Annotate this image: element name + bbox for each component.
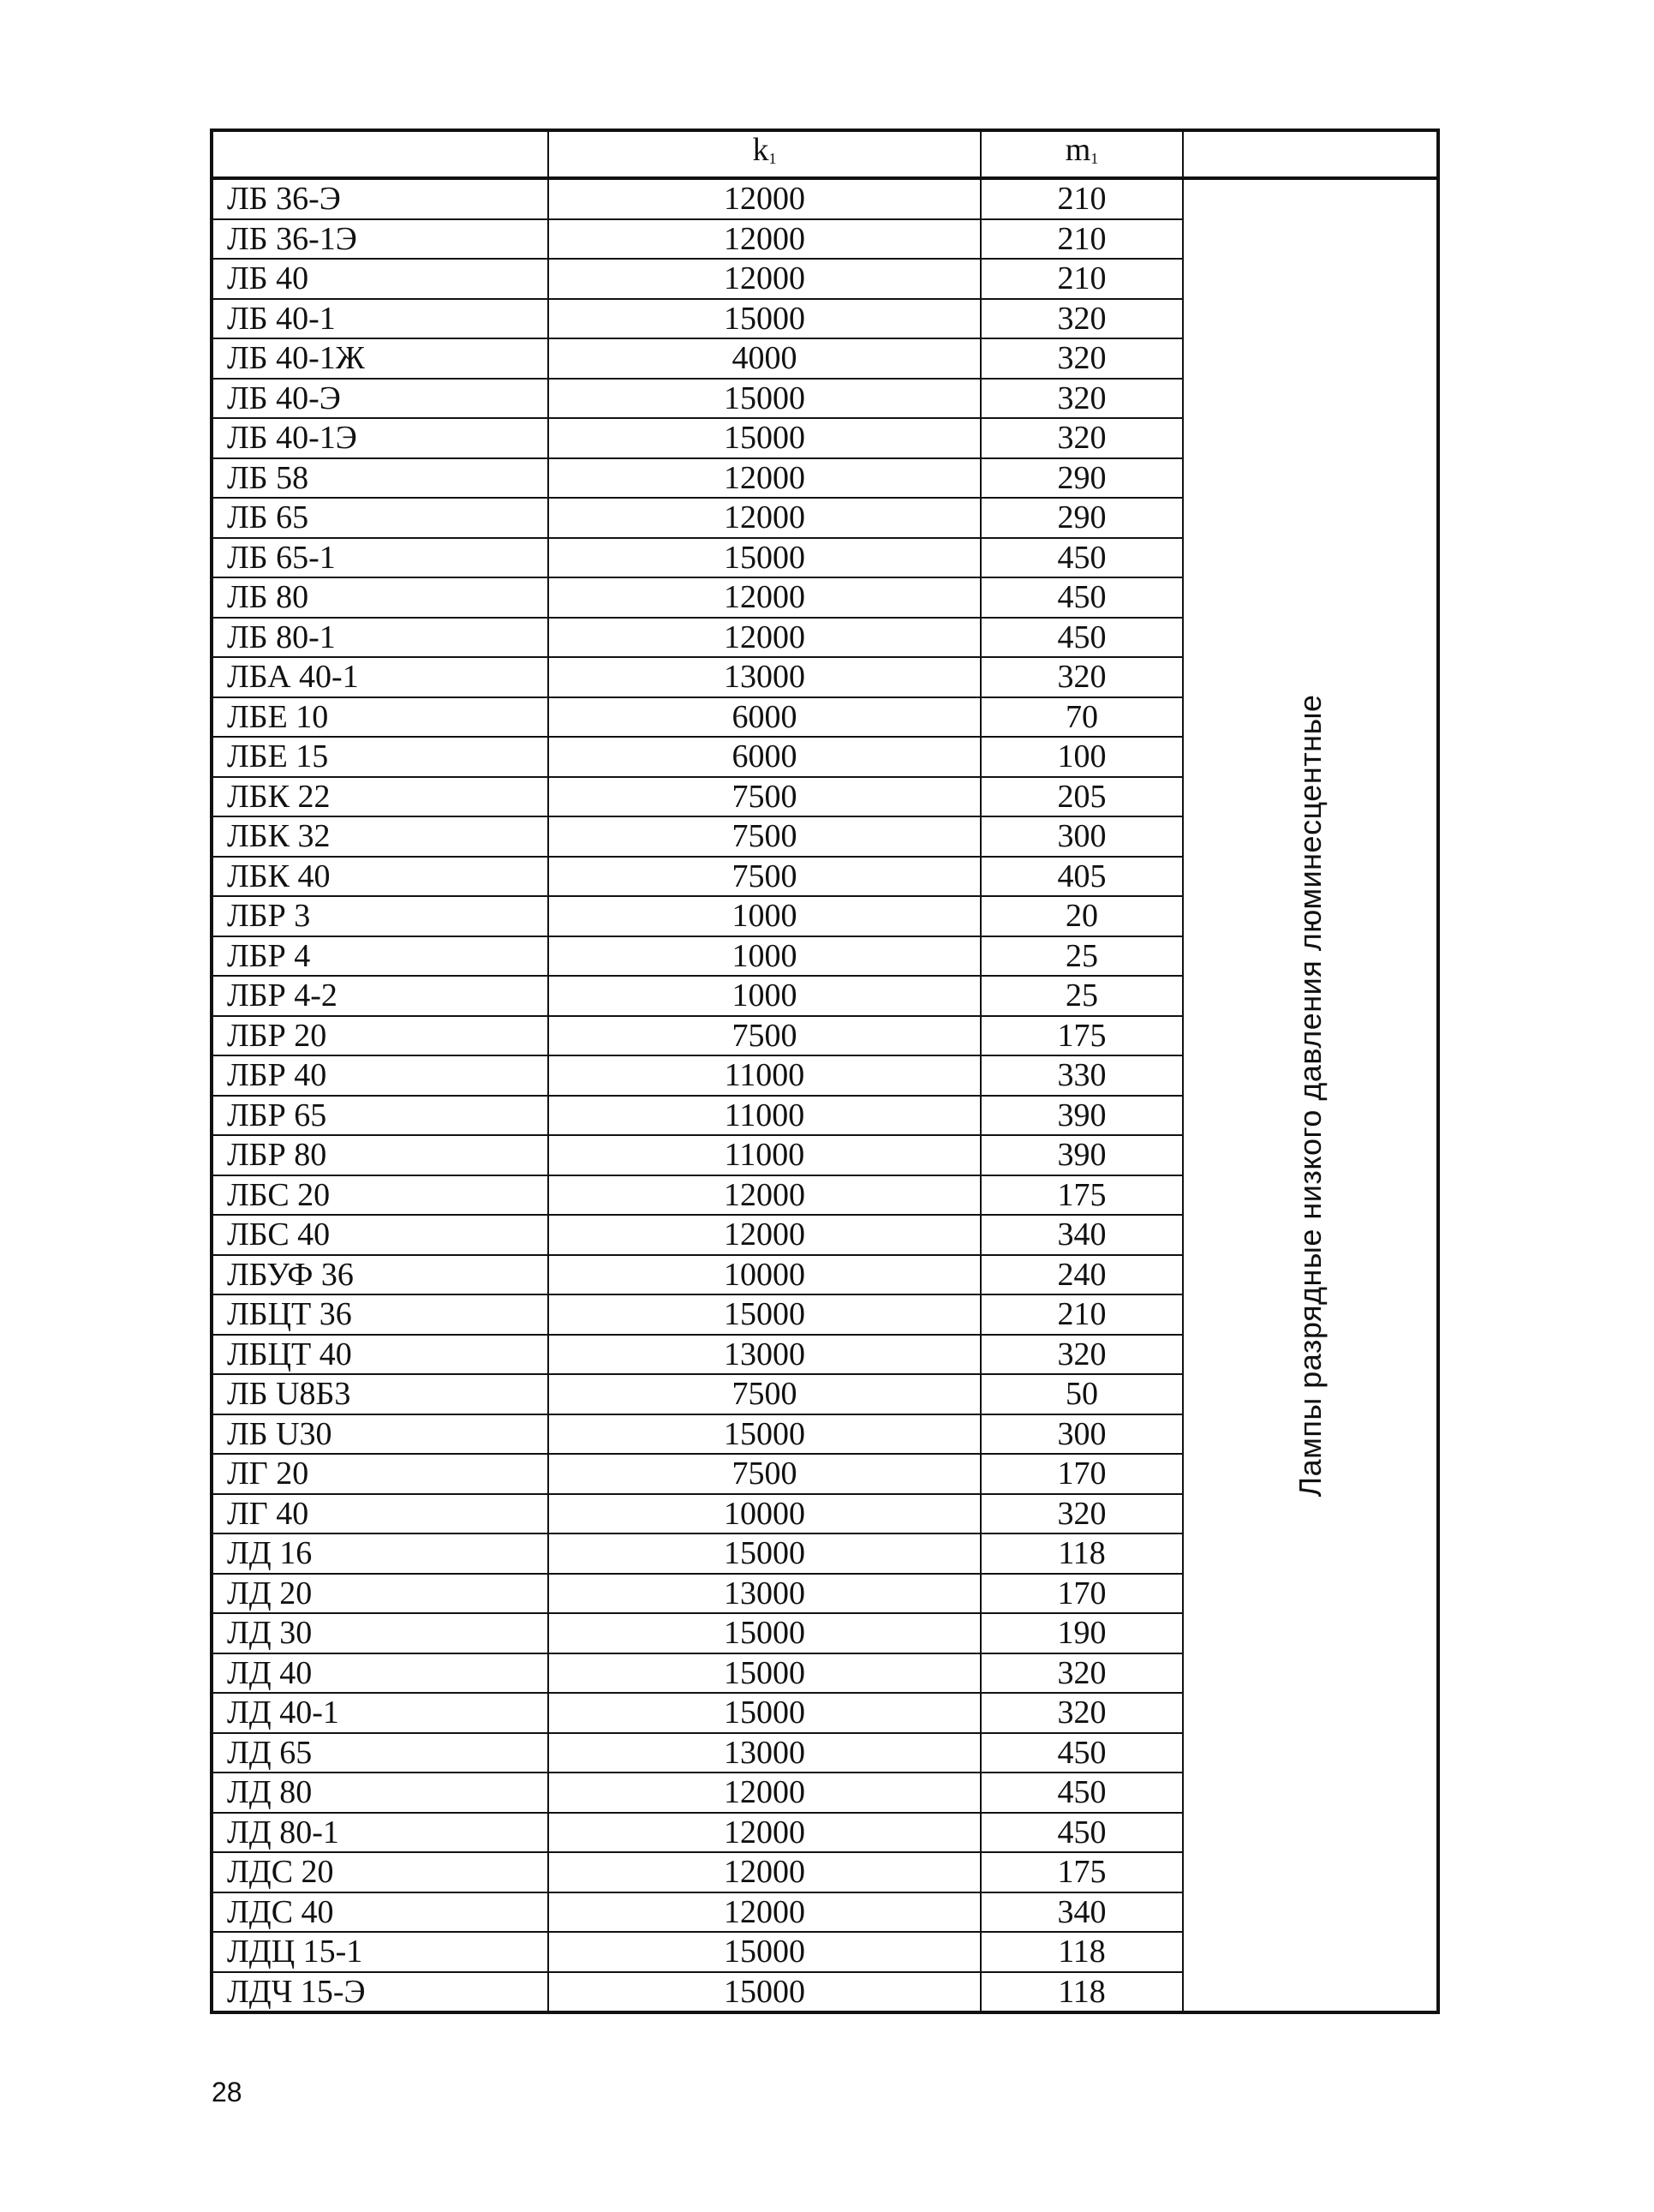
lamp-type-cell: ЛБР 4-2: [212, 976, 548, 1016]
lamp-type-cell: ЛДЧ 15-Э: [212, 1972, 548, 2013]
m1-value-cell: 300: [981, 1414, 1183, 1455]
k1-value-cell: 12000: [548, 458, 981, 499]
lamp-type-cell: ЛБР 40: [212, 1055, 548, 1096]
lamp-type-cell: ЛД 40: [212, 1653, 548, 1694]
lamp-type-cell: ЛБ 40: [212, 259, 548, 299]
k1-value-cell: 13000: [548, 657, 981, 697]
k1-value-cell: 13000: [548, 1335, 981, 1375]
m1-value-cell: 175: [981, 1175, 1183, 1216]
k1-value-cell: 12000: [548, 1852, 981, 1892]
lamp-type-cell: ЛБЕ 15: [212, 737, 548, 777]
m1-value-cell: 450: [981, 1733, 1183, 1773]
lamp-type-cell: ЛД 40-1: [212, 1693, 548, 1733]
k1-value-cell: 10000: [548, 1494, 981, 1534]
k1-value-cell: 4000: [548, 338, 981, 379]
lamp-type-cell: ЛБ 80-1: [212, 618, 548, 658]
m1-value-cell: 175: [981, 1016, 1183, 1056]
k1-value-cell: 15000: [548, 1972, 981, 2013]
header-k1: [548, 130, 981, 178]
m1-value-cell: 450: [981, 1773, 1183, 1813]
k1-value-cell: 1000: [548, 936, 981, 977]
m1-value-cell: 290: [981, 458, 1183, 499]
k1-value-cell: 12000: [548, 259, 981, 299]
m1-value-cell: 320: [981, 379, 1183, 419]
table-header: [212, 130, 1438, 178]
lamp-type-cell: ЛД 30: [212, 1613, 548, 1653]
lamp-type-cell: ЛД 20: [212, 1574, 548, 1614]
k1-value-cell: 12000: [548, 1773, 981, 1813]
k1-value-cell: 7500: [548, 1454, 981, 1494]
k1-value-cell: 15000: [548, 1414, 981, 1455]
m1-value-cell: 25: [981, 936, 1183, 977]
m1-value-cell: 100: [981, 737, 1183, 777]
k1-value-cell: 12000: [548, 618, 981, 658]
k1-value-cell: 12000: [548, 1813, 981, 1853]
lamp-type-cell: ЛБ 40-Э: [212, 379, 548, 419]
header-m1-label: m: [1065, 132, 1091, 168]
m1-value-cell: 50: [981, 1374, 1183, 1414]
lamp-type-cell: ЛБР 20: [212, 1016, 548, 1056]
k1-value-cell: 15000: [548, 418, 981, 458]
lamp-type-cell: ЛДС 20: [212, 1852, 548, 1892]
m1-value-cell: 320: [981, 1653, 1183, 1694]
m1-value-cell: 340: [981, 1215, 1183, 1255]
header-k1-subscript: 1: [768, 150, 777, 167]
m1-value-cell: 300: [981, 816, 1183, 857]
k1-value-cell: 15000: [548, 1533, 981, 1574]
k1-value-cell: 6000: [548, 737, 981, 777]
lamp-type-cell: ЛБС 40: [212, 1215, 548, 1255]
lamp-type-cell: ЛБК 40: [212, 857, 548, 897]
lamp-type-cell: ЛД 80-1: [212, 1813, 548, 1853]
k1-value-cell: 7500: [548, 1374, 981, 1414]
lamp-type-cell: ЛБЦТ 40: [212, 1335, 548, 1375]
m1-value-cell: 320: [981, 1335, 1183, 1375]
k1-value-cell: 15000: [548, 538, 981, 578]
m1-value-cell: 240: [981, 1255, 1183, 1295]
lamp-type-cell: ЛБ 40-1Ж: [212, 338, 548, 379]
k1-value-cell: 13000: [548, 1574, 981, 1614]
m1-value-cell: 205: [981, 777, 1183, 817]
k1-value-cell: 12000: [548, 1215, 981, 1255]
m1-value-cell: 450: [981, 1813, 1183, 1853]
lamp-type-cell: ЛД 65: [212, 1733, 548, 1773]
lamp-type-cell: ЛБК 22: [212, 777, 548, 817]
m1-value-cell: 290: [981, 498, 1183, 538]
lamp-type-cell: ЛБ 36-1Э: [212, 219, 548, 260]
m1-value-cell: 320: [981, 418, 1183, 458]
lamp-type-cell: ЛБК 32: [212, 816, 548, 857]
k1-value-cell: 15000: [548, 1653, 981, 1694]
k1-value-cell: 15000: [548, 379, 981, 419]
k1-value-cell: 12000: [548, 178, 981, 219]
table-row: [212, 178, 1438, 219]
k1-value-cell: 6000: [548, 697, 981, 738]
k1-value-cell: 15000: [548, 299, 981, 339]
header-m1: [981, 130, 1183, 178]
lamp-type-cell: ЛДС 40: [212, 1892, 548, 1933]
k1-value-cell: 11000: [548, 1096, 981, 1136]
k1-value-cell: 12000: [548, 219, 981, 260]
m1-value-cell: 118: [981, 1972, 1183, 2013]
k1-value-cell: 11000: [548, 1055, 981, 1096]
k1-value-cell: 12000: [548, 1892, 981, 1933]
m1-value-cell: 320: [981, 299, 1183, 339]
k1-value-cell: 7500: [548, 857, 981, 897]
m1-value-cell: 170: [981, 1574, 1183, 1614]
lamp-type-cell: ЛБ 80: [212, 577, 548, 618]
m1-value-cell: 190: [981, 1613, 1183, 1653]
category-cell: [1183, 178, 1438, 2012]
lamp-type-cell: ЛДЦ 15-1: [212, 1932, 548, 1972]
k1-value-cell: 1000: [548, 976, 981, 1016]
m1-value-cell: 210: [981, 259, 1183, 299]
lamp-type-cell: ЛБ 58: [212, 458, 548, 499]
k1-value-cell: 7500: [548, 1016, 981, 1056]
lamp-type-cell: ЛБР 65: [212, 1096, 548, 1136]
header-k1-label: k: [752, 132, 769, 168]
m1-value-cell: 390: [981, 1135, 1183, 1175]
m1-value-cell: 320: [981, 1494, 1183, 1534]
lamp-type-cell: ЛБ 40-1Э: [212, 418, 548, 458]
lamp-type-cell: ЛБ 65: [212, 498, 548, 538]
m1-value-cell: 450: [981, 577, 1183, 618]
k1-value-cell: 15000: [548, 1932, 981, 1972]
lamp-type-cell: ЛД 80: [212, 1773, 548, 1813]
m1-value-cell: 330: [981, 1055, 1183, 1096]
lamp-type-cell: ЛБУФ 36: [212, 1255, 548, 1295]
lamp-type-cell: ЛБС 20: [212, 1175, 548, 1216]
header-m1-subscript: 1: [1090, 150, 1099, 167]
lamp-type-cell: ЛБ U30: [212, 1414, 548, 1455]
k1-value-cell: 7500: [548, 816, 981, 857]
k1-value-cell: 13000: [548, 1733, 981, 1773]
lamp-type-cell: ЛБР 4: [212, 936, 548, 977]
k1-value-cell: 10000: [548, 1255, 981, 1295]
m1-value-cell: 175: [981, 1852, 1183, 1892]
m1-value-cell: 405: [981, 857, 1183, 897]
header-row: [212, 130, 1438, 178]
k1-value-cell: 12000: [548, 1175, 981, 1216]
category-label: Лампы разрядные низкого давления люминесцентные: [1292, 694, 1328, 1497]
m1-value-cell: 20: [981, 896, 1183, 936]
lamp-type-cell: ЛБ U8Б3: [212, 1374, 548, 1414]
lamp-type-cell: ЛБЕ 10: [212, 697, 548, 738]
header-name: [212, 130, 548, 178]
k1-value-cell: 12000: [548, 577, 981, 618]
table-body: [212, 178, 1438, 2012]
k1-value-cell: 15000: [548, 1613, 981, 1653]
m1-value-cell: 390: [981, 1096, 1183, 1136]
lamp-type-cell: ЛГ 20: [212, 1454, 548, 1494]
k1-value-cell: 11000: [548, 1135, 981, 1175]
lamp-type-cell: ЛБ 65-1: [212, 538, 548, 578]
lamp-type-cell: ЛБ 36-Э: [212, 178, 548, 219]
k1-value-cell: 12000: [548, 498, 981, 538]
m1-value-cell: 118: [981, 1932, 1183, 1972]
m1-value-cell: 450: [981, 618, 1183, 658]
m1-value-cell: 320: [981, 1693, 1183, 1733]
m1-value-cell: 340: [981, 1892, 1183, 1933]
lamp-parameters-table: [210, 129, 1440, 2014]
m1-value-cell: 70: [981, 697, 1183, 738]
m1-value-cell: 210: [981, 1294, 1183, 1335]
lamp-type-cell: ЛБР 3: [212, 896, 548, 936]
page-number: 28: [212, 2077, 242, 2107]
lamp-type-cell: ЛД 16: [212, 1533, 548, 1574]
m1-value-cell: 320: [981, 338, 1183, 379]
m1-value-cell: 210: [981, 178, 1183, 219]
k1-value-cell: 1000: [548, 896, 981, 936]
m1-value-cell: 118: [981, 1533, 1183, 1574]
m1-value-cell: 170: [981, 1454, 1183, 1494]
lamp-type-cell: ЛБ 40-1: [212, 299, 548, 339]
lamp-type-cell: ЛБР 80: [212, 1135, 548, 1175]
k1-value-cell: 15000: [548, 1693, 981, 1733]
m1-value-cell: 320: [981, 657, 1183, 697]
lamp-type-cell: ЛБЦТ 36: [212, 1294, 548, 1335]
k1-value-cell: 15000: [548, 1294, 981, 1335]
m1-value-cell: 450: [981, 538, 1183, 578]
m1-value-cell: 25: [981, 976, 1183, 1016]
k1-value-cell: 7500: [548, 777, 981, 817]
header-category: [1183, 130, 1438, 178]
lamp-type-cell: ЛБА 40-1: [212, 657, 548, 697]
m1-value-cell: 210: [981, 219, 1183, 260]
lamp-type-cell: ЛГ 40: [212, 1494, 548, 1534]
